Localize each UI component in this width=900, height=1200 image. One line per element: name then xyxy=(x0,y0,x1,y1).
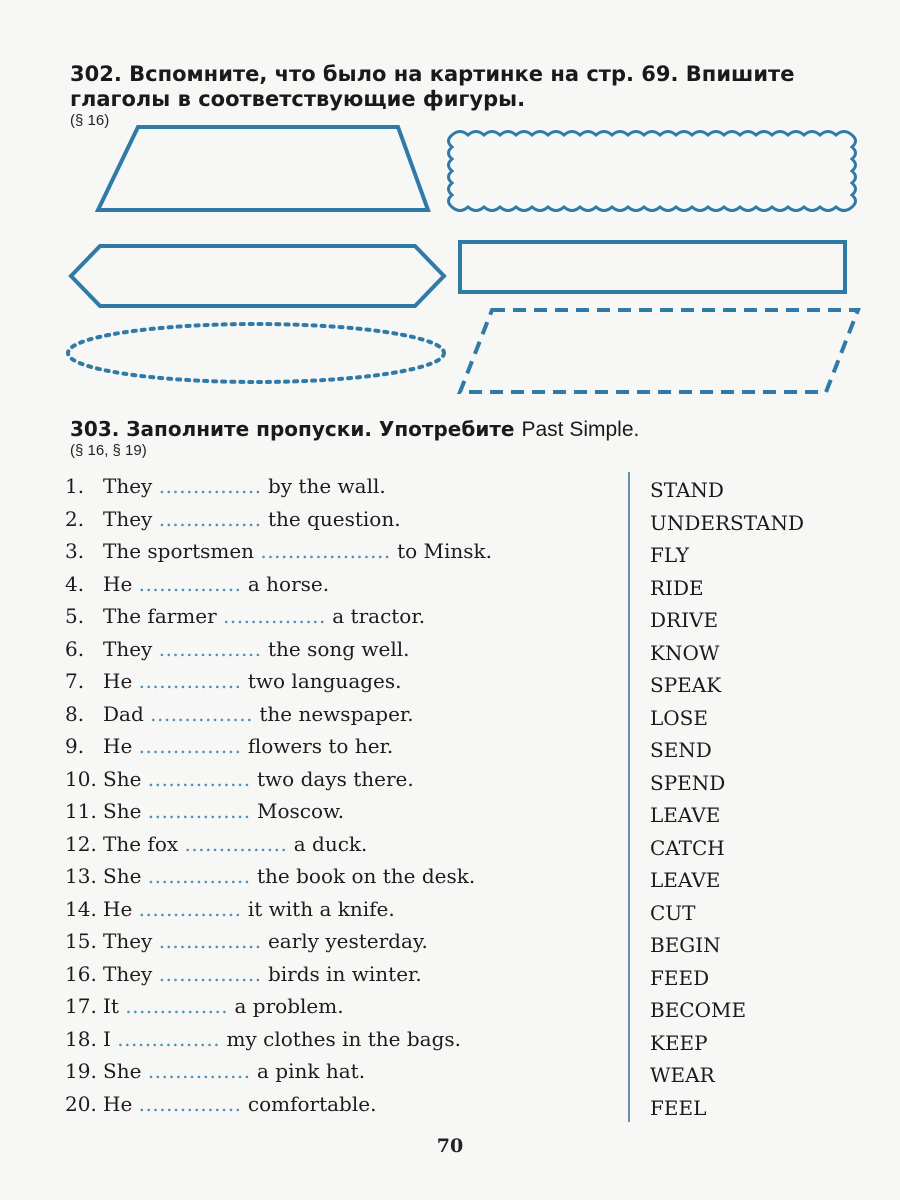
sentence-item xyxy=(65,828,635,861)
sentence-start: He xyxy=(103,896,139,921)
dashed-parallelogram-shape xyxy=(460,310,858,392)
sentence-number: 7. xyxy=(65,669,85,693)
exercise-303-title-tense: Past Simple. xyxy=(521,418,640,441)
sentence-start: He xyxy=(103,1091,139,1116)
sentence-start: She xyxy=(103,766,148,791)
wavy-rectangle-shape xyxy=(449,132,856,211)
verb-item: LOSE xyxy=(650,705,708,730)
sentence-item xyxy=(65,925,635,958)
verb-item: UNDERSTAND xyxy=(650,510,804,535)
sentence-end: a horse. xyxy=(241,571,330,596)
verb-item: LEAVE xyxy=(650,868,721,892)
sentence-start: She xyxy=(103,799,148,823)
verb-item: KNOW xyxy=(650,640,720,665)
verb-list xyxy=(650,474,804,1124)
sentence-number: 10. xyxy=(65,766,97,791)
dotted-oval-shape xyxy=(68,324,444,382)
sentence-start: The sportsmen xyxy=(103,539,261,563)
verb-item: FLY xyxy=(650,543,690,567)
sentence-item xyxy=(65,698,635,731)
sentence-item xyxy=(65,958,635,991)
sentence-end: Moscow. xyxy=(250,799,345,823)
sentence-start: She xyxy=(103,1059,148,1083)
sentence-end: birds in winter. xyxy=(261,961,422,986)
exercise-302-reference: (§ 16) xyxy=(70,112,110,129)
sentence-start: They xyxy=(103,636,159,661)
sentence-number: 8. xyxy=(65,701,85,726)
hexagon-shape xyxy=(71,246,444,306)
answer-blank[interactable]: ................... xyxy=(260,539,391,563)
sentence-number: 1. xyxy=(65,474,85,498)
sentence-end: a problem. xyxy=(228,994,344,1018)
verb-item: FEED xyxy=(650,965,710,990)
page-number: 70 xyxy=(436,1135,464,1157)
sentence-end: it with a knife. xyxy=(241,896,395,921)
verb-item: SPEND xyxy=(650,770,726,795)
exercise-303-reference: (§ 16, § 19) xyxy=(70,442,147,459)
answer-blank[interactable]: ............... xyxy=(138,1091,242,1116)
sentence-start: They xyxy=(103,929,159,953)
sentence-item xyxy=(65,893,635,926)
answer-blank[interactable]: ............... xyxy=(138,734,242,758)
verb-item: BEGIN xyxy=(650,933,721,957)
sentence-end: two languages. xyxy=(241,669,402,693)
answer-blank[interactable]: ............... xyxy=(150,701,253,726)
answer-blank[interactable]: ............... xyxy=(125,994,229,1018)
verb-item: RIDE xyxy=(650,575,704,600)
sentence-start: The fox xyxy=(103,831,185,856)
sentence-item xyxy=(65,633,635,666)
sentence-end: two days there. xyxy=(250,766,414,791)
sentence-number: 18. xyxy=(65,1026,97,1051)
sentence-item xyxy=(65,795,635,828)
sentence-end: the song well. xyxy=(261,636,410,661)
trapezoid-shape xyxy=(98,127,428,210)
sentence-end: early yesterday. xyxy=(261,929,428,953)
sentence-end: my clothes in the bags. xyxy=(220,1026,462,1051)
sentence-number: 3. xyxy=(65,539,85,563)
sentence-end: comfortable. xyxy=(241,1091,377,1116)
answer-blank[interactable]: ............... xyxy=(138,571,242,596)
sentence-start: He xyxy=(103,734,139,758)
verb-item: WEAR xyxy=(650,1063,715,1087)
answer-blank[interactable]: ............... xyxy=(158,929,262,953)
sentence-item xyxy=(65,730,635,763)
sentence-end: the question. xyxy=(261,506,401,531)
sentence-end: a duck. xyxy=(287,831,368,856)
sentence-start: Dad xyxy=(103,701,151,726)
sentence-item xyxy=(65,990,635,1023)
verb-item: CUT xyxy=(650,900,696,925)
sentence-item xyxy=(65,1088,635,1121)
verb-item: KEEP xyxy=(650,1030,708,1055)
sentence-end: flowers to her. xyxy=(241,734,394,758)
sentence-item xyxy=(65,763,635,796)
sentence-number: 2. xyxy=(65,506,85,531)
answer-blank[interactable]: ............... xyxy=(158,961,262,986)
sentence-item xyxy=(65,665,635,698)
sentence-number: 9. xyxy=(65,734,85,758)
answer-blank[interactable]: ............... xyxy=(158,636,262,661)
verb-item: DRIVE xyxy=(650,608,719,632)
sentence-number: 14. xyxy=(65,896,97,921)
sentence-number: 16. xyxy=(65,961,97,986)
verb-item: LEAVE xyxy=(650,803,721,827)
verb-item: BECOME xyxy=(650,998,747,1022)
verb-item: SPEAK xyxy=(650,673,722,697)
sentence-start: She xyxy=(103,864,148,888)
sentence-item xyxy=(65,860,635,893)
exercise-303-title-bold: 303. Заполните пропуски. Употребите xyxy=(70,417,515,441)
sentence-end: a pink hat. xyxy=(250,1059,366,1083)
sentence-end: a tractor. xyxy=(325,604,426,628)
sentence-list xyxy=(65,470,635,1120)
sentence-start: It xyxy=(103,994,126,1018)
sentence-item xyxy=(65,568,635,601)
answer-blank[interactable]: ............... xyxy=(147,864,251,888)
sentence-item xyxy=(65,503,635,536)
answer-blank[interactable]: ............... xyxy=(184,831,288,856)
sentence-start: The farmer xyxy=(103,604,224,628)
sentence-number: 17. xyxy=(65,994,97,1018)
sentence-item xyxy=(65,470,635,503)
sentence-end: the book on the desk. xyxy=(250,864,476,888)
sentence-number: 4. xyxy=(65,571,85,596)
answer-blank[interactable]: ............... xyxy=(147,766,251,791)
exercise-303-title xyxy=(70,417,639,442)
sentence-start: They xyxy=(103,474,159,498)
sentence-number: 20. xyxy=(65,1091,97,1116)
sentence-start: He xyxy=(103,571,139,596)
verb-shapes xyxy=(0,0,900,410)
answer-blank[interactable]: ............... xyxy=(147,1059,251,1083)
sentence-number: 12. xyxy=(65,831,97,856)
answer-blank[interactable]: ............... xyxy=(158,474,262,498)
sentence-number: 6. xyxy=(65,636,85,661)
sentence-number: 19. xyxy=(65,1059,97,1083)
sentence-start: They xyxy=(103,506,159,531)
verb-item: STAND xyxy=(650,478,724,502)
sentence-end: to Minsk. xyxy=(390,539,493,563)
answer-blank[interactable]: ............... xyxy=(158,506,262,531)
answer-blank[interactable]: ............... xyxy=(147,799,251,823)
answer-blank[interactable]: ............... xyxy=(117,1026,221,1051)
verb-item: CATCH xyxy=(650,835,725,860)
sentence-item xyxy=(65,1023,635,1056)
sentence-number: 15. xyxy=(65,929,97,953)
sentence-end: by the wall. xyxy=(261,474,386,498)
verb-item: SEND xyxy=(650,738,712,762)
sentence-item xyxy=(65,535,635,568)
answer-blank[interactable]: ............... xyxy=(138,669,242,693)
sentence-item xyxy=(65,1055,635,1088)
sentence-start: He xyxy=(103,669,139,693)
sentence-number: 11. xyxy=(65,799,97,823)
sentence-number: 5. xyxy=(65,604,85,628)
answer-blank[interactable]: ............... xyxy=(223,604,326,628)
sentence-start: I xyxy=(103,1026,118,1051)
sentence-item xyxy=(65,600,635,633)
sentence-number: 13. xyxy=(65,864,97,888)
exercise-302-title: 302. Вспомните, что было на картинке на стр. 69. Впишите глаголы в соответствующие фигуры. xyxy=(70,62,795,111)
column-divider xyxy=(628,472,630,1122)
sentence-end: the newspaper. xyxy=(253,701,414,726)
verb-item: FEEL xyxy=(650,1095,707,1120)
answer-blank[interactable]: ............... xyxy=(138,896,242,921)
rectangle-shape xyxy=(460,242,845,292)
sentence-start: They xyxy=(103,961,159,986)
